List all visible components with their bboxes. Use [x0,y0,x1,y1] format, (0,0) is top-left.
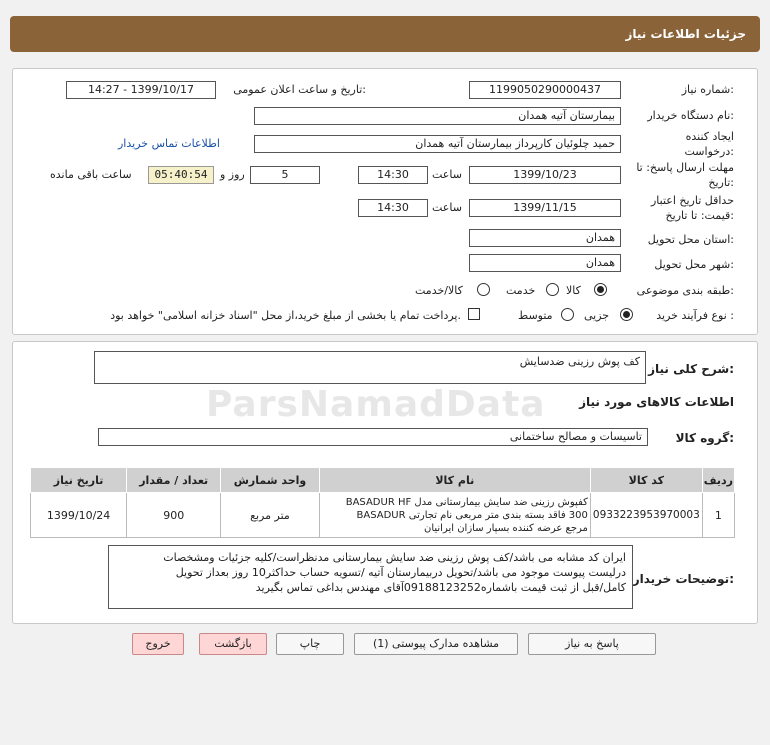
col-date: تاریخ نیاز [31,468,127,493]
deadline-label: مهلت ارسال پاسخ: تا تاریخ: [636,161,734,189]
city-field: همدان [469,254,621,272]
cell-name-line2: 300 فاقد بسته بندی متر مربعی نام تجارتی BASADUR [356,509,588,521]
days-field: 5 [250,166,320,184]
city-label: شهر محل تحویل: [654,258,734,271]
cell-date: 1399/10/24 [31,493,127,538]
process-option-minor: جزیی [584,309,610,322]
validity-label: حداقل تاریخ اعتبار قیمت: تا تاریخ: [650,194,734,222]
remaining-label: ساعت باقی مانده [50,168,132,181]
cell-qty: 900 [127,493,221,538]
back-button[interactable]: بازگشت [199,633,267,655]
buyer-notes-label: توضیحات خریدار: [632,572,734,586]
days-label: روز و [220,168,245,181]
exit-button[interactable]: خروج [132,633,184,655]
need-desc-label: شرح کلی نیاز: [648,362,734,376]
cell-row: 1 [702,493,734,538]
need-number-label: شماره نیاز: [681,83,734,96]
notes-line2: درلیست پیوست موجود می باشد/تحویل دربیمارستان آتیه /تسویه حساب حداکثر10 روز بعداز تحویل [175,566,626,579]
notes-line3: کامل/قبل از ثبت قیمت باشماره09188123252آقای مهندس بداغی تماس بگیرید [255,581,626,594]
cell-code: 0933223953970003 [590,493,702,538]
province-label: استان محل تحویل: [647,233,734,246]
reply-button[interactable]: پاسخ به نیاز [528,633,656,655]
category-radio-goods[interactable] [594,283,607,296]
deadline-time-label: ساعت [432,168,462,181]
category-radio-service[interactable] [546,283,559,296]
cell-name-line3: مرجع عرضه کننده بسپار سازان ایرانیان [423,522,588,534]
process-radio-minor[interactable] [620,308,633,321]
col-row: ردیف [702,468,734,493]
process-option-medium: متوسط [518,309,553,322]
page-title: جزئیات اطلاعات نیاز [625,27,746,41]
notes-line1: ایران کد مشابه می باشد/کف پوش رزینی ضد سایش بیمارستانی مدنظراست/کلیه جزئیات ومشخصات [163,551,626,564]
treasury-payment-text: پرداخت تمام یا بخشی از مبلغ خرید،از محل "اسناد خزانه اسلامی" خواهد بود. [110,309,461,322]
items-table-header [31,468,735,493]
col-qty: تعداد / مقدار [127,468,221,493]
deadline-date-field: 1399/10/23 [469,166,621,184]
process-radio-medium[interactable] [561,308,574,321]
province-field: همدان [469,229,621,247]
category-label: طبقه بندی موضوعی: [636,284,734,297]
announce-field: 1399/10/17 - 14:27 [66,81,216,99]
cell-name [319,493,590,538]
announce-label: تاریخ و ساعت اعلان عمومی: [233,83,366,96]
cell-unit: متر مربع [221,493,319,538]
creator-field: حمید چلوئیان کارپرداز بیمارستان آتیه همدان [254,135,621,153]
buyer-contact-link[interactable]: اطلاعات تماس خریدار [118,137,220,150]
buyer-org-label: نام دستگاه خریدار: [647,109,734,122]
treasury-payment-checkbox[interactable] [468,308,480,320]
validity-date-field: 1399/11/15 [469,199,621,217]
goods-group-field: تاسیسات و مصالح ساختمانی [98,428,648,446]
process-label: نوع فرآیند خرید : [656,309,734,322]
category-option-goods-service: کالا/خدمت [415,284,463,297]
creator-label: ایجاد کننده درخواست: [684,130,734,158]
buyer-org-field: بیمارستان آتیه همدان [254,107,621,125]
remaining-timer: 05:40:54 [148,166,214,184]
category-option-service: خدمت [506,284,536,297]
table-row [31,493,735,538]
cell-name-line1: کفپوش رزینی ضد سایش بیمارستانی مدل BASADUR HF [345,496,588,508]
buyer-notes-field [108,545,633,609]
page-header [10,16,760,52]
need-desc-field: کف پوش رزینی ضدسایش [94,351,646,384]
col-name: نام کالا [319,468,590,493]
goods-info-heading: اطلاعات کالاهای مورد نیاز [579,395,734,409]
attachments-button[interactable]: مشاهده مدارک پیوستی (1) [354,633,518,655]
col-unit: واحد شمارش [221,468,319,493]
need-number-field: 1199050290000437 [469,81,621,99]
goods-group-label: گروه کالا: [675,431,734,445]
category-option-goods: کالا [566,284,581,297]
category-radio-goods-service[interactable] [477,283,490,296]
print-button[interactable]: چاپ [276,633,344,655]
validity-time-label: ساعت [432,201,462,214]
col-code: کد کالا [590,468,702,493]
validity-time-field: 14:30 [358,199,428,217]
deadline-time-field: 14:30 [358,166,428,184]
items-table [30,467,735,538]
